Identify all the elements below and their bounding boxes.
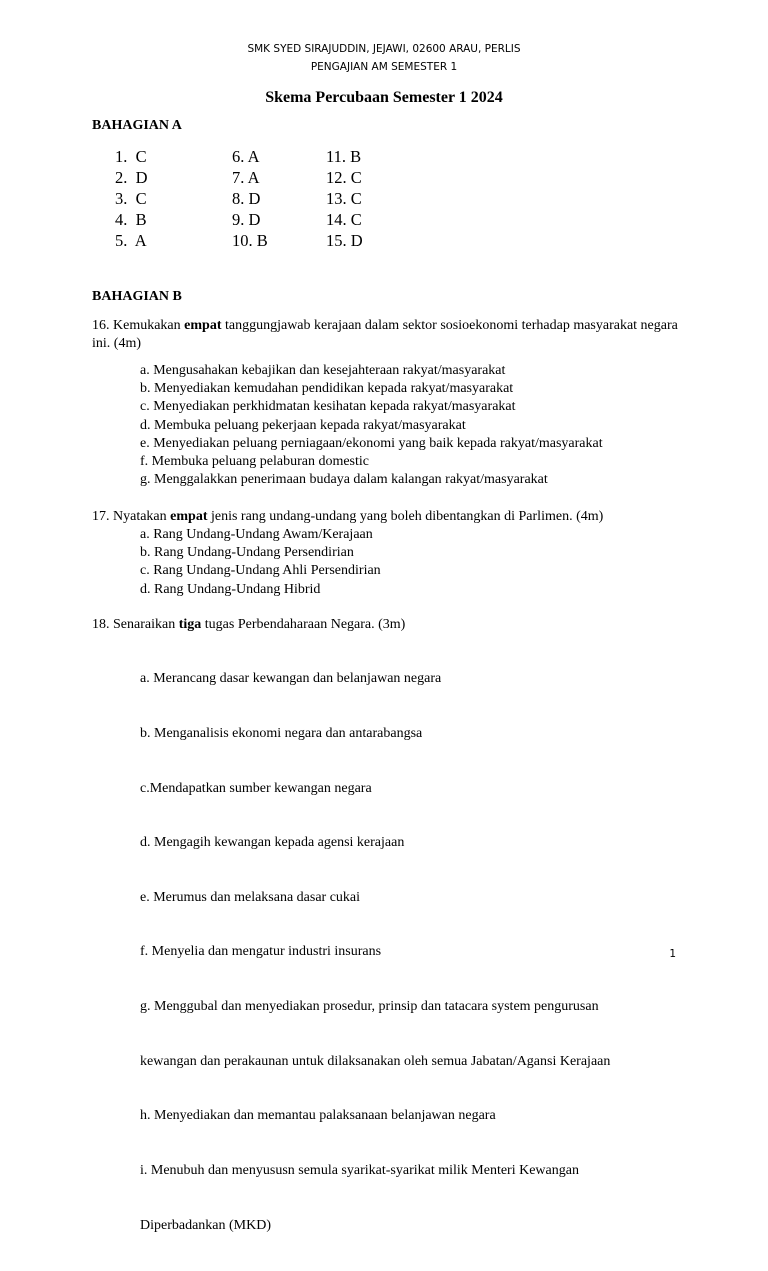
answer-item: 4. B (115, 210, 147, 229)
question-16-answers (140, 362, 603, 489)
answer-item: 13. C (326, 189, 362, 208)
page-number: 1 (669, 948, 676, 960)
answer-point: f. Menyelia dan mengatur industri insurans (140, 944, 382, 960)
question-17: 17. Nyatakan empat jenis rang undang-undang yang boleh dibentangkan di Parlimen. (4m) (92, 509, 604, 524)
section-b-heading: BAHAGIAN B (92, 289, 182, 304)
answer-point: b. Menyediakan kemudahan pendidikan kepada rakyat/masyarakat (140, 381, 514, 397)
answer-item: 8. D (232, 189, 261, 208)
answer-item: 7. A (232, 168, 260, 187)
answer-point: b. Menganalisis ekonomi negara dan antarabangsa (140, 726, 423, 742)
answer-item: 3. C (115, 189, 147, 208)
answer-point: b. Rang Undang-Undang Persendirian (140, 545, 354, 561)
answer-item: 5. A (115, 231, 147, 250)
answer-column-1 (115, 146, 148, 251)
answer-item: 12. C (326, 168, 362, 187)
answer-item: 1. C (115, 147, 147, 166)
section-a-heading: BAHAGIAN A (92, 118, 182, 133)
answer-item: 15. D (326, 231, 363, 250)
answer-point: c. Menyediakan perkhidmatan kesihatan kepada rakyat/masyarakat (140, 399, 516, 415)
answer-column-3 (326, 146, 363, 251)
answer-point: a. Rang Undang-Undang Awam/Kerajaan (140, 527, 373, 542)
question-17-answers (140, 526, 381, 599)
answer-point: c. Rang Undang-Undang Ahli Persendirian (140, 563, 381, 579)
answer-point: Diperbadankan (MKD) (140, 1217, 272, 1233)
answer-point: g. Menggalakkan penerimaan budaya dalam kalangan rakyat/masyarakat (140, 472, 548, 488)
answer-point: f. Membuka peluang pelaburan domestic (140, 454, 369, 470)
document-title: Skema Percubaan Semester 1 2024 (265, 89, 503, 106)
answer-point: e. Merumus dan melaksana dasar cukai (140, 889, 361, 905)
school-header: SMK SYED SIRAJUDDIN, JEJAWI, 02600 ARAU, PERLIS (247, 43, 521, 55)
answer-point: c.Mendapatkan sumber kewangan negara (140, 780, 372, 796)
answer-point: d. Mengagih kewangan kepada agensi kerajaan (140, 835, 405, 851)
answer-point: h. Menyediakan dan memantau palaksanaan belanjawan negara (140, 1108, 496, 1124)
question-18: 18. Senaraikan tiga tugas Perbendaharaan Negara. (3m) (92, 617, 406, 632)
answer-item: 14. C (326, 210, 362, 229)
answer-item: 9. D (232, 210, 261, 229)
answer-point: kewangan dan perakaunan untuk dilaksanakan oleh semua Jabatan/Agansi Kerajaan (140, 1053, 611, 1069)
answer-item: 2. D (115, 168, 148, 187)
answer-point: d. Membuka peluang pekerjaan kepada rakyat/masyarakat (140, 417, 466, 433)
answer-point: g. Menggubal dan menyediakan prosedur, prinsip dan tatacara system pengurusan (140, 999, 599, 1015)
answer-point: e. Menyediakan peluang perniagaan/ekonomi yang baik kepada rakyat/masyarakat (140, 435, 603, 451)
answer-point: d. Rang Undang-Undang Hibrid (140, 581, 321, 597)
answer-point: a. Merancang dasar kewangan dan belanjawan negara (140, 671, 442, 687)
answer-item: 10. B (232, 231, 268, 250)
subject-header: PENGAJIAN AM SEMESTER 1 (310, 61, 458, 73)
answer-item: 6. A (232, 147, 260, 166)
answer-column-2 (232, 146, 268, 251)
answer-item: 11. B (326, 147, 362, 166)
answer-point: i. Menubuh dan menyususn semula syarikat-syarikat milik Menteri Kewangan (140, 1162, 579, 1178)
question-18-answers (140, 634, 610, 1271)
answer-point: a. Mengusahakan kebajikan dan kesejahteraan rakyat/masyarakat (140, 363, 506, 378)
question-16: 16. Kemukakan empat tanggungjawab kerajaan dalam sektor sosioekonomi terhadap masyarakat negara ini. (4m) (92, 318, 678, 351)
